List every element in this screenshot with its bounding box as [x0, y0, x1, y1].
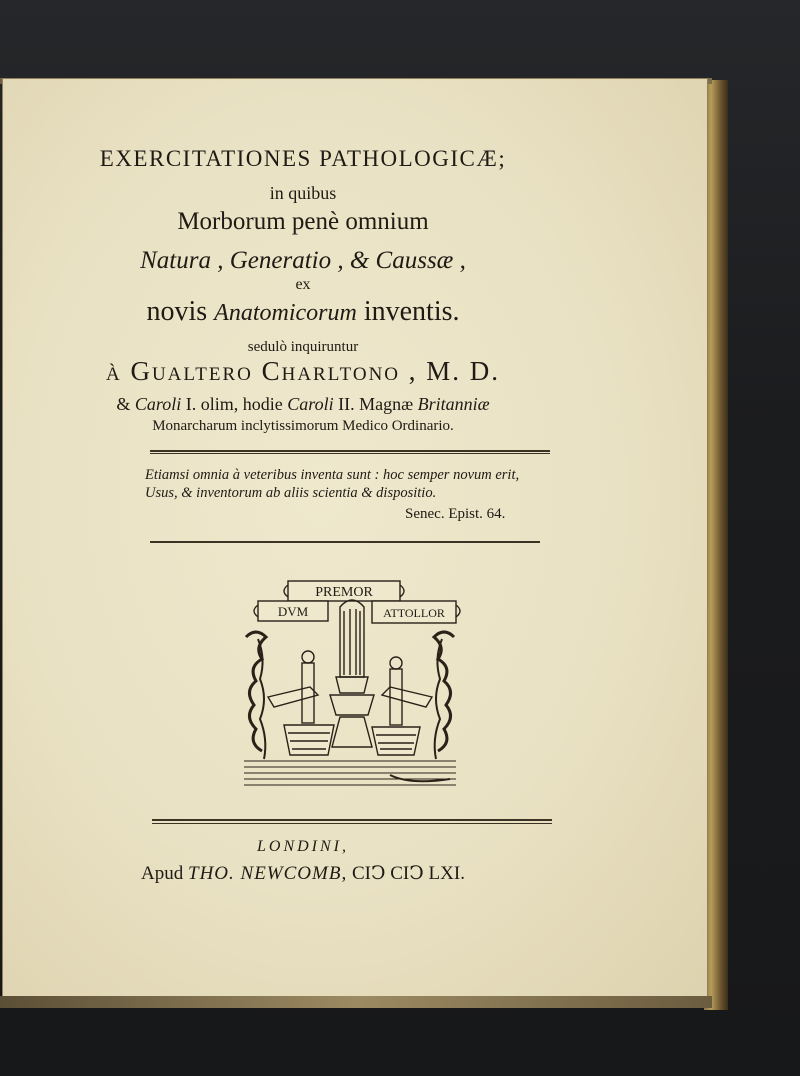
title-novis-b: Anatomicorum	[214, 300, 357, 326]
title-novis-a: novis	[146, 296, 215, 327]
author-office: Monarcharum inclytissimorum Medico Ordinario.	[152, 418, 454, 434]
motto-line-1: Etiamsi omnia à veteribus inventa sunt : hoc semper novum erit,	[145, 467, 520, 483]
title-in-quibus: in quibus	[269, 183, 337, 203]
rule-bottom	[152, 819, 552, 821]
author-title-c: I. olim, hodie	[181, 394, 288, 414]
imprint-name: THO. NEWCOMB,	[188, 863, 348, 884]
banner-attollor: ATTOLLOR	[383, 606, 445, 620]
author-title-d: Caroli	[287, 394, 334, 414]
imprint-year: CIↃ CIↃ LXI.	[347, 863, 465, 884]
printers-device	[240, 577, 464, 795]
title-sedulo: sedulò inquiruntur	[247, 339, 359, 355]
banner-premor: PREMOR	[315, 585, 373, 600]
author-title	[0, 394, 656, 415]
rule-bottom-thin	[152, 823, 552, 824]
imprint-printer	[0, 862, 656, 885]
page-bottom-edge	[0, 996, 712, 1008]
rule-top	[150, 450, 550, 452]
author-name: à Gualtero Charltono , M. D.	[105, 356, 501, 386]
author-title-b: Caroli	[134, 394, 182, 414]
author-title-a: &	[116, 394, 135, 414]
title-novis-c: inventis.	[356, 296, 460, 327]
author-title-e: II. Magnæ	[333, 394, 418, 414]
imprint-apud: Apud	[141, 863, 189, 884]
title-ex: ex	[295, 276, 311, 293]
imprint-city: LONDINI,	[256, 838, 349, 855]
title-morborum: Morborum penè omnium	[177, 208, 429, 235]
banner-dvm: DVM	[277, 604, 309, 619]
motto-line-2: Usus, & inventorum ab aliis scientia & dispositio.	[145, 485, 437, 501]
title-novis	[0, 296, 656, 328]
author-title-f: Britanniæ	[417, 394, 490, 414]
title-natura: Natura , Generatio , & Caussæ ,	[140, 247, 466, 274]
rule-top-thin	[150, 453, 550, 454]
title-main: EXERCITATIONES PATHOLOGICÆ;	[99, 146, 507, 171]
rule-middle	[150, 541, 540, 543]
motto-source: Senec. Epist. 64.	[405, 506, 506, 522]
